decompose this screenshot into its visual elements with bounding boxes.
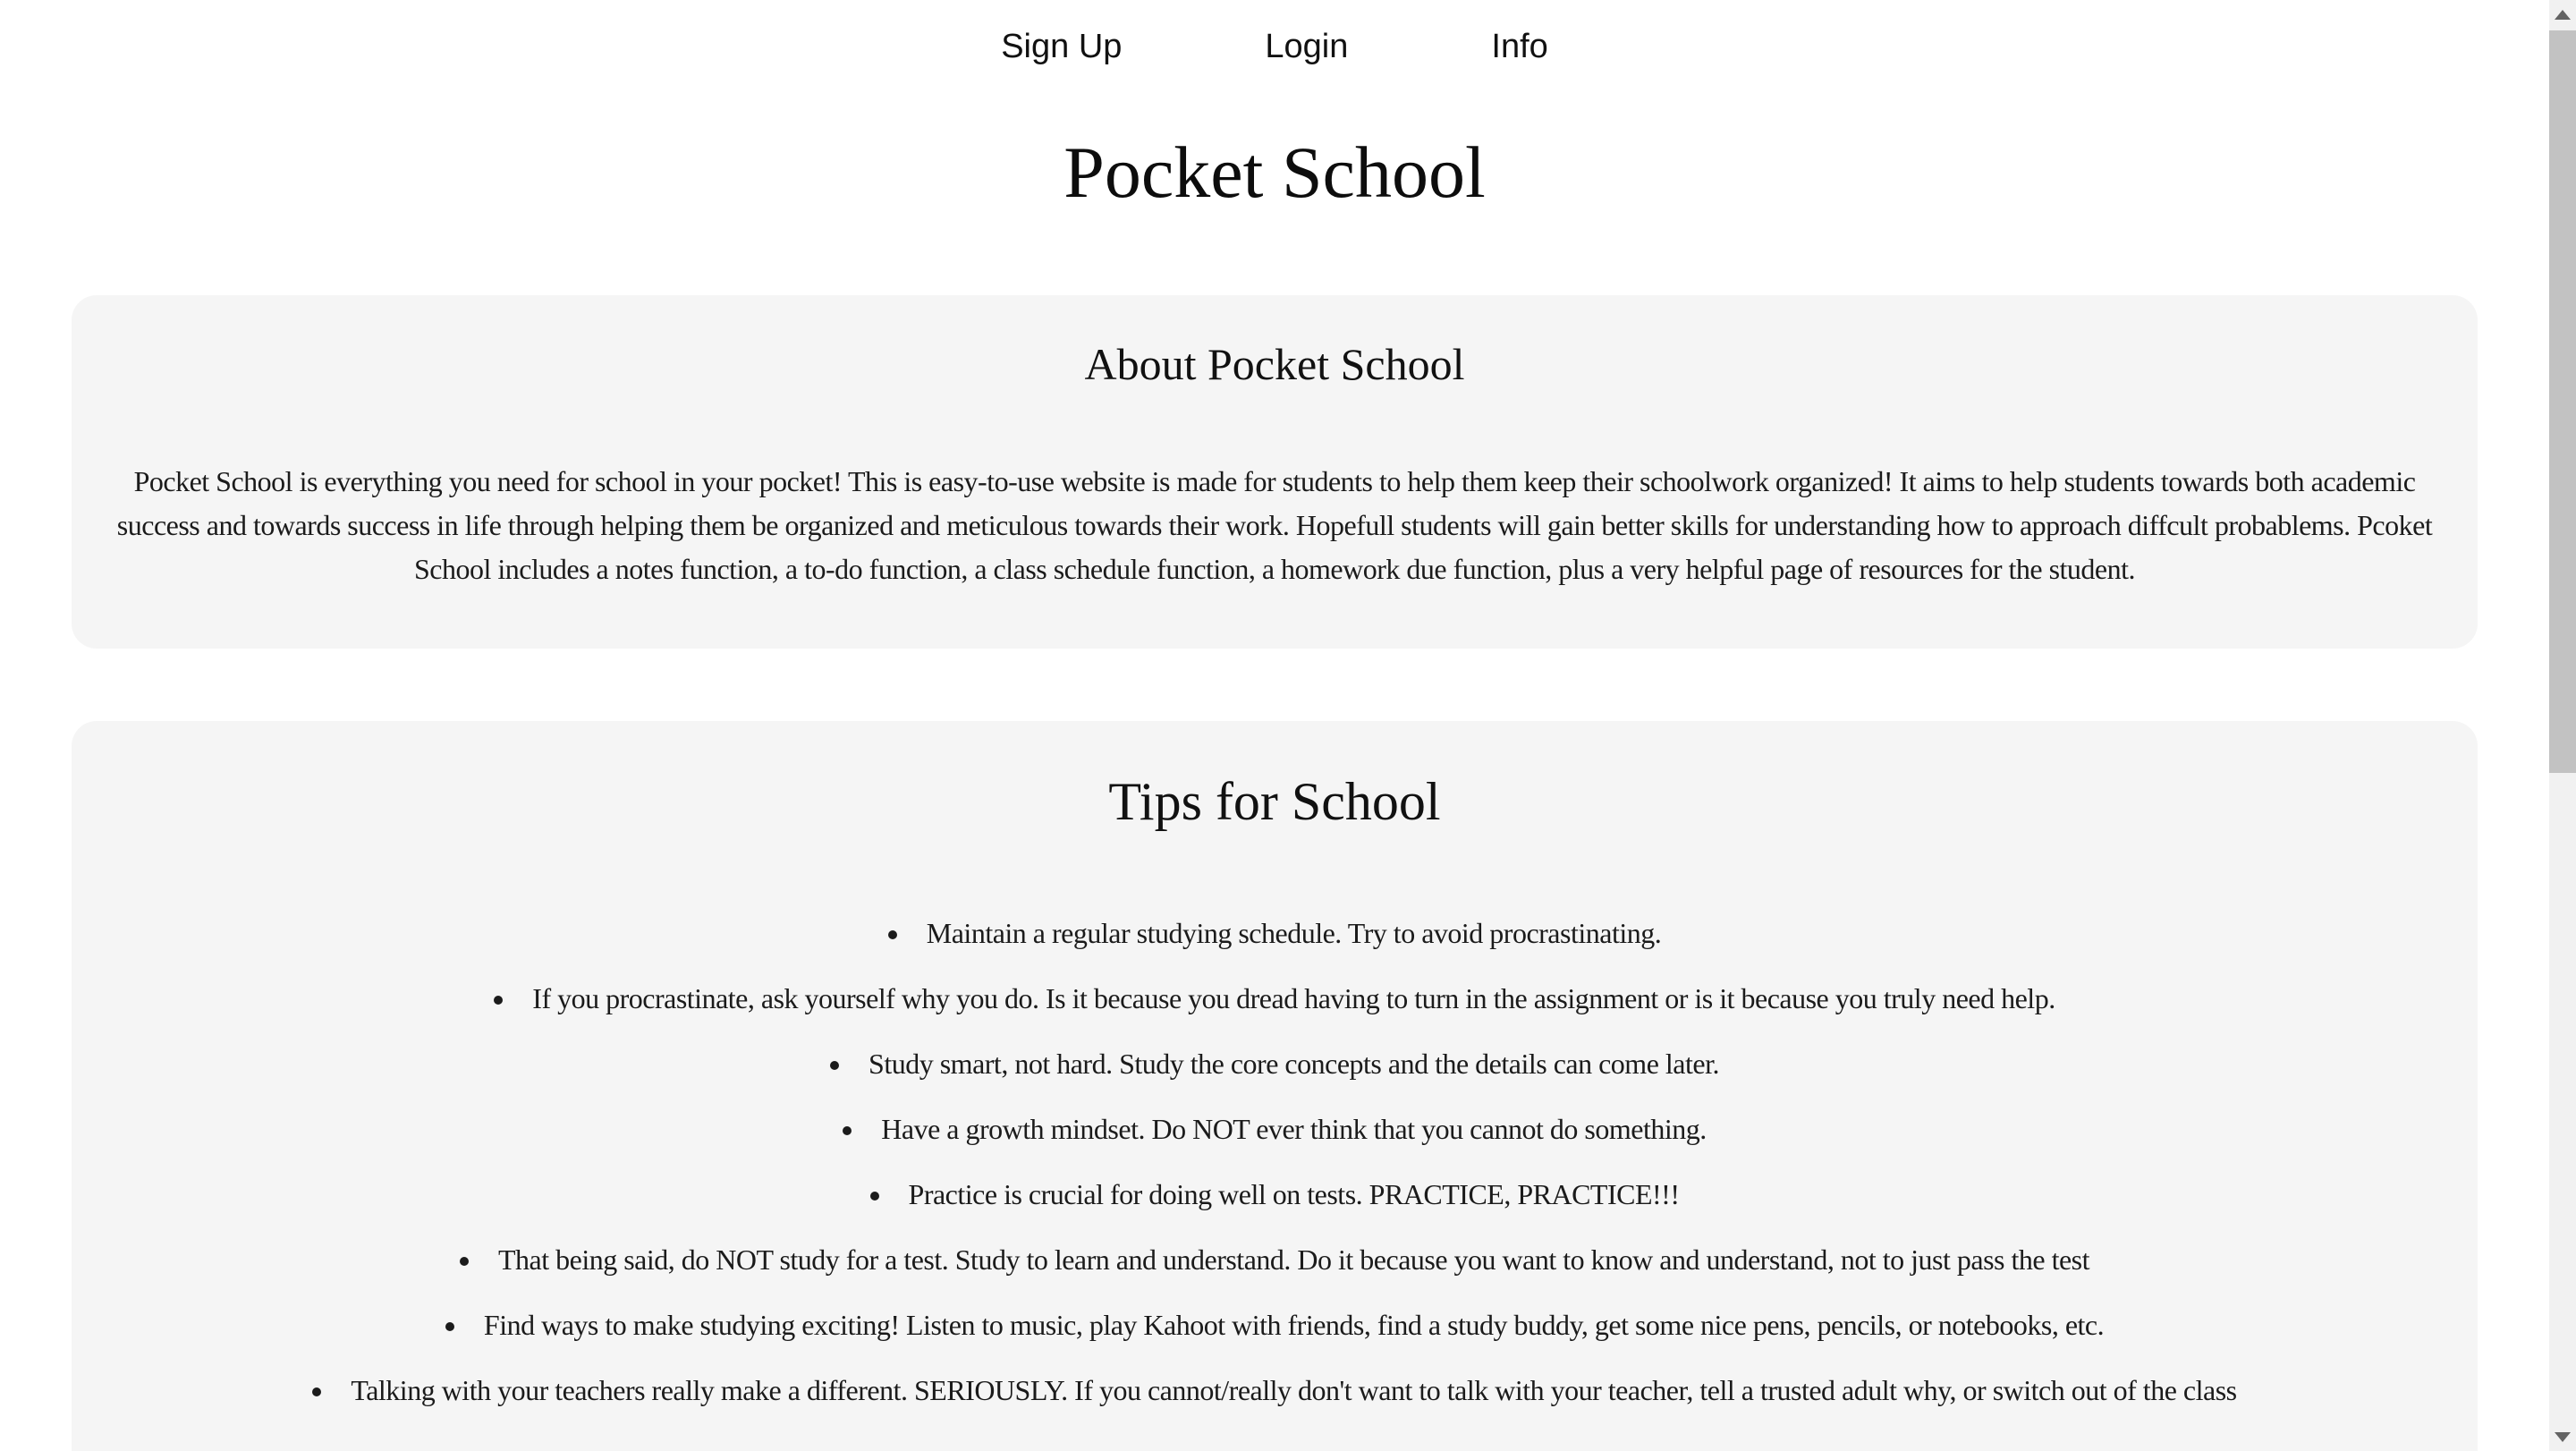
top-nav — [0, 0, 2549, 68]
scrollbar-down-button[interactable] — [2549, 1422, 2576, 1451]
tip-item: • Talking with your teachers really make a different. SERIOUSLY. If you cannot/really don't want to talk with your teacher, tell a trusted adult why, or switch out of the class — [100, 1369, 2449, 1413]
tips-card — [72, 721, 2478, 1451]
about-card — [72, 295, 2478, 649]
tip-item: • Practice is crucial for doing well on tests. PRACTICE, PRACTICE!!! — [100, 1173, 2449, 1217]
scroll-down-icon — [2555, 1432, 2571, 1442]
tip-item: • That being said, do NOT study for a test. Study to learn and understand. Do it because you want to know and understand, not to just pass the test — [100, 1238, 2449, 1282]
scroll-up-icon — [2555, 10, 2571, 20]
nav-signup-link[interactable]: Sign Up — [1001, 28, 1123, 65]
tips-list — [100, 912, 2449, 1413]
about-heading: About Pocket School — [1084, 338, 1465, 389]
tip-item: • If you procrastinate, ask yourself why you do. Is it because you dread having to turn in the assignment or is it because you truly need help. — [100, 977, 2449, 1021]
tip-item: • Maintain a regular studying schedule. Try to avoid procrastinating. — [100, 912, 2449, 955]
nav-info-link[interactable]: Info — [1491, 28, 1548, 65]
scrollbar-thumb[interactable] — [2549, 30, 2576, 773]
tips-heading: Tips for School — [1108, 771, 1441, 831]
tip-item: • Have a growth mindset. Do NOT ever think that you cannot do something. — [100, 1107, 2449, 1151]
page-title: Pocket School — [1063, 131, 1486, 213]
about-paragraph: Pocket School is everything you need for school in your pocket! This is easy-to-use website is made for students to help them keep their schoolwork organized! It aims to help students towards both academic success and towards success in life through helping them be organized and meticulous towards their work. Hopefull students will gain better skills for understanding how to approach diffcult probablems. Pcoket School includes a notes function, a to-do function, a class schedule function, a homework due function, plus a very helpful page of resources for the student. — [116, 464, 2433, 585]
nav-login-link[interactable]: Login — [1265, 28, 1349, 65]
scrollbar-up-button[interactable] — [2549, 0, 2576, 29]
tip-item: • Study smart, not hard. Study the core concepts and the details can come later. — [100, 1042, 2449, 1086]
tip-item: • Find ways to make studying exciting! Listen to music, play Kahoot with friends, find a study buddy, get some nice pens, pencils, or notebooks, etc. — [100, 1303, 2449, 1347]
scrollbar[interactable] — [2549, 0, 2576, 1451]
